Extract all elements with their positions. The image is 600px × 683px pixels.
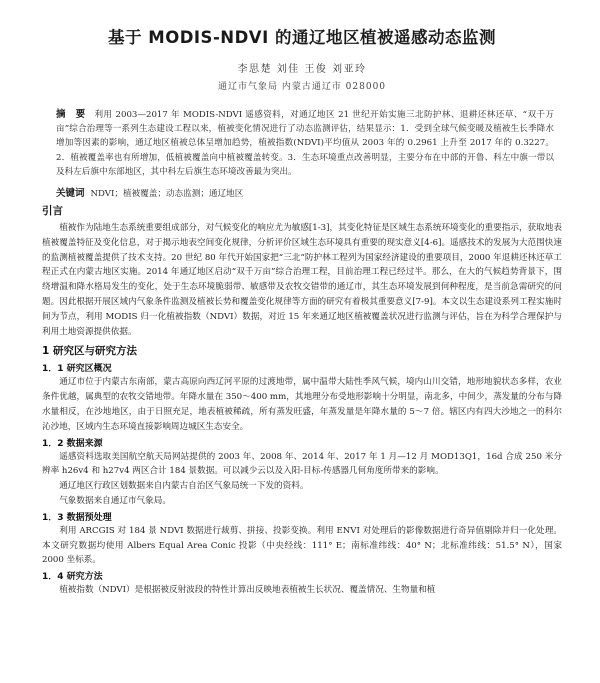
keywords-label: 关键词	[56, 188, 85, 200]
section-1-2-heading: 1．2 数据来源	[42, 438, 103, 449]
section-1-4-heading: 1．4 研究方法	[42, 572, 103, 583]
abstract	[42, 108, 562, 179]
section-1-1-heading: 1．1 研究区概况	[42, 364, 112, 375]
section-1-1-text: 通辽市位于内蒙古东南部，蒙古高原向西辽河平原的过渡地带，属中温带大陆性季风气候，境内山川交错，地形地貌状态多样，农业条件优越，属典型的农牧交错地带。年降水量在 350～400 mm，其地理分布受地形影响十分明显，南北多，中间少，蒸发量的分布与降水量相反，在沙地地区，由于日照充足，地表植被稀疏，所有蒸发旺盛，年蒸发量是年降水量的 5～7 倍。辖区内有四大沙地之一的科尔沁沙地，区域内生态环境直接影响周边城区生态安全。	[42, 377, 562, 432]
keywords-text: NDVI；植被覆盖；动态监测；通辽地区	[90, 189, 244, 200]
section-1-3-text: 利用 ARCGIS 对 184 景 NDVI 数据进行裁剪、拼接、投影变换。利用 ENVI 对处理后的影像数据进行奇异值剔除并归一化处理。本文研究数据均使用 Albers Equal Area Conic 投影（中央经线：111° E；南标准纬线：40° N；北标准纬线：51.5° N），国家 2000 坐标系。	[42, 525, 562, 566]
section-1-2-text-3: 气象数据来自通辽市气象局。	[59, 495, 171, 506]
keywords	[42, 185, 562, 199]
section-1-3-heading: 1．3 数据预处理	[42, 512, 112, 523]
abstract-text: 利用 2003—2017 年 MODIS-NDVI 遥感资料，对通辽地区 21 世纪开始实施三北防护林、退耕还林还草、“双千万亩”综合治理等一系列生态建设工程以来，植被变化情况进行了动态监测评估，结果显示：1．受到全球气候变暖及植被生长季降水增加等因素的影响，通辽地区植被总体呈增加趋势，植被指数(NDVI)平均值从 2003 年的 0.2961 上升至 2017 年的 0.3227。2．植被覆盖率也有所增加，低植被覆盖向中植被覆盖转变。3．生态环境重点改善明显，主要分布在中部的开鲁、科左中旗一带以及科左后旗中东部地区，其中科左后旗生态环境改善最为突出。	[56, 110, 554, 177]
authors: 李思楚 刘佳 王俊 刘亚玲	[237, 64, 367, 75]
intro-heading: 引言	[42, 205, 63, 218]
section-1-2-text-2: 通辽地区行政区划数据来自内蒙古自治区气象局统一下发的资料。	[59, 481, 309, 492]
section-1-2-text-1: 遥感资料选取美国航空航天局网站提供的 2003 年、2008 年、2014 年、2017 年 1 月—12 月 MOD13Q1，16d 合成 250 米分辨率 h26v4 和 h27v4 两区合计 184 景数据。可以减少云以及入阳-目标-传感器几何角度所带来的影响。	[42, 451, 562, 477]
section-1-heading: 1 研究区与研究方法	[42, 345, 137, 358]
affiliation: 通辽市气象局 内蒙古通辽市 028000	[217, 82, 387, 92]
section-1-4-text: 植被指数（NDVI）是根据被反射波段的特性计算出反映地表植被生长状况、覆盖情况、生物量和植	[59, 585, 436, 596]
abstract-label: 摘 要	[56, 109, 89, 120]
paper-title: 基于 MODIS-NDVI 的通辽地区植被遥感动态监测	[108, 28, 496, 47]
intro-text: 植被作为陆地生态系统重要组成部分，对气候变化的响应尤为敏感[1-3]，其变化特征是区域生态系统环境变化的重要指示，获取地表植被覆盖特征及变化信息，对于揭示地表空间变化规律，分析评价区域生态环境具有重要的现实意义[4-6]。遥感技术的发展为大范围快速的监测植被覆盖提供了技术支持。20 世纪 80 年代开始国家把“三北”防护林工程列为国家经济建设的重要项目，2000 年退耕还林还草工程正式在内蒙古地区实施。2014 年通辽地区启动“双千万亩”综合治理工程，目前治理工程已经过半。那么，在大的气候趋势背景下，围绕增温和降水格局发生的变化，处于生态环境脆弱带、敏感带及农牧交错带的通辽市，其生态环境发展到何种程度，是当前急需研究的问题。因此根据开展区域内气象条件监测及植被长势和覆盖变化规律等方面的研究有着极其重要意义[7-9]。本文以生态建设系列工程实施时间为节点，利用 MODIS 归一化植被指数（NDVI）数据，对近 15 年来通辽地区植被覆盖状况进行监测与评估，旨在为科学合理保护与利用土地资源提供依据。	[42, 223, 562, 337]
